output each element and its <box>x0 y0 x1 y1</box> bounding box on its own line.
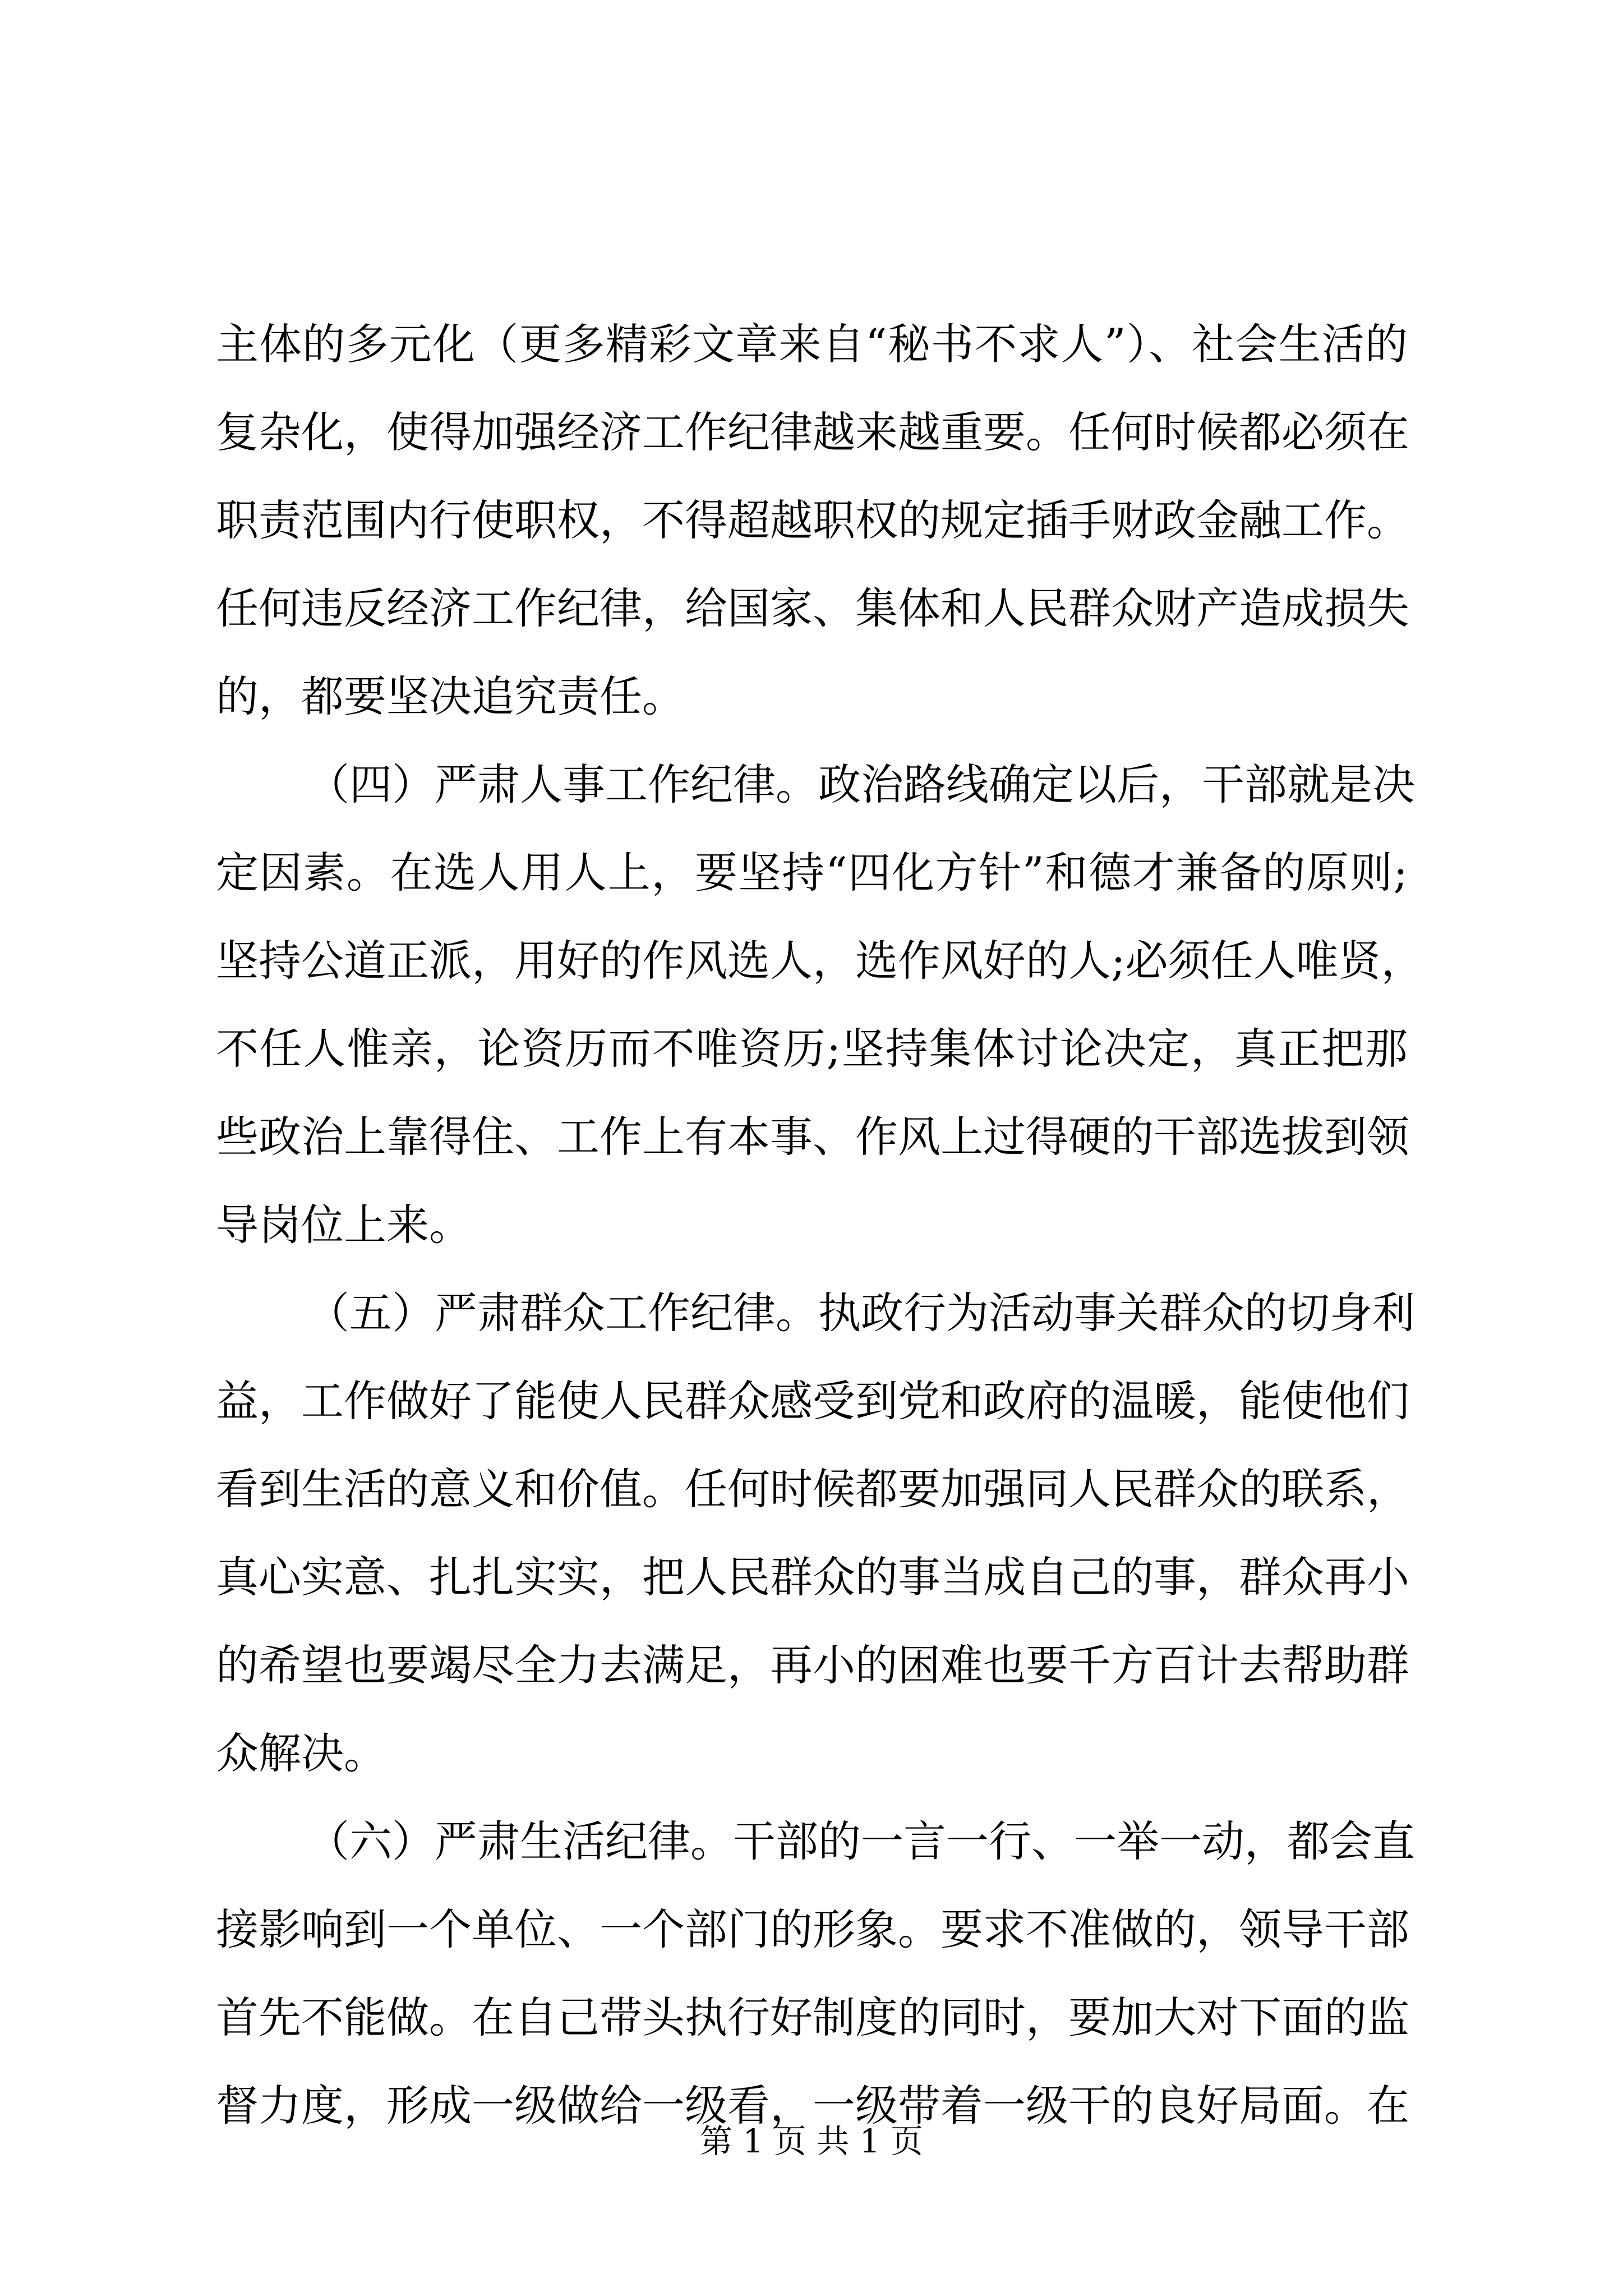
text-line: 复杂化，使得加强经济工作纪律越来越重要。任何时候都必须在 <box>216 407 1409 457</box>
text-line: 督力度，形成一级做给一级看，一级带着一级干的良好局面。在 <box>216 2081 1409 2131</box>
text-line: 首先不能做。在自己带头执行好制度的同时，要加大对下面的监 <box>216 1993 1409 2042</box>
text-line: 看到生活的意义和价值。任何时候都要加强同人民群众的联系， <box>216 1464 1409 1514</box>
text-line: 众解决。 <box>216 1728 386 1778</box>
text-line: 不任人惟亲，论资历而不唯资历;坚持集体讨论决定，真正把那 <box>216 1024 1408 1074</box>
text-line: 定因素。在选人用人上，要坚持“四化方针”和德才兼备的原则; <box>216 848 1408 898</box>
text-line: 些政治上靠得住、工作上有本事、作风上过得硬的干部选拔到领 <box>216 1112 1409 1162</box>
text-line: 导岗位上来。 <box>216 1200 472 1250</box>
text-line: 接影响到一个单位、一个部门的形象。要求不准做的，领导干部 <box>216 1904 1409 1954</box>
text-line: 坚持公道正派，用好的作风选人，选作风好的人;必须任人唯贤， <box>216 936 1424 986</box>
document-body <box>216 300 1424 2150</box>
text-line: 益，工作做好了能使人民群众感受到党和政府的温暖，能使他们 <box>216 1376 1409 1426</box>
paragraph-first-line: （四）严肃人事工作纪律。政治路线确定以后，干部就是决 <box>307 760 1415 809</box>
text-line: 真心实意、扎扎实实，把人民群众的事当成自己的事，群众再小 <box>216 1552 1409 1602</box>
page-footer: 第 1 页 共 1 页 <box>700 2122 923 2160</box>
text-line: 职责范围内行使职权，不得超越职权的规定插手财政金融工作。 <box>216 495 1409 545</box>
paragraph-first-line: （五）严肃群众工作纪律。执政行为活动事关群众的切身利 <box>307 1288 1415 1338</box>
text-line: 的，都要坚决追究责任。 <box>216 671 685 721</box>
text-line: 任何违反经济工作纪律，给国家、集体和人民群众财产造成损失 <box>216 583 1409 633</box>
paragraph-first-line: （六）严肃生活纪律。干部的一言一行、一举一动，都会直 <box>307 1816 1415 1866</box>
text-line: 主体的多元化（更多精彩文章来自“秘书不求人”）、社会生活的 <box>216 319 1408 369</box>
text-line: 的希望也要竭尽全力去满足，再小的困难也要千方百计去帮助群 <box>216 1640 1409 1690</box>
